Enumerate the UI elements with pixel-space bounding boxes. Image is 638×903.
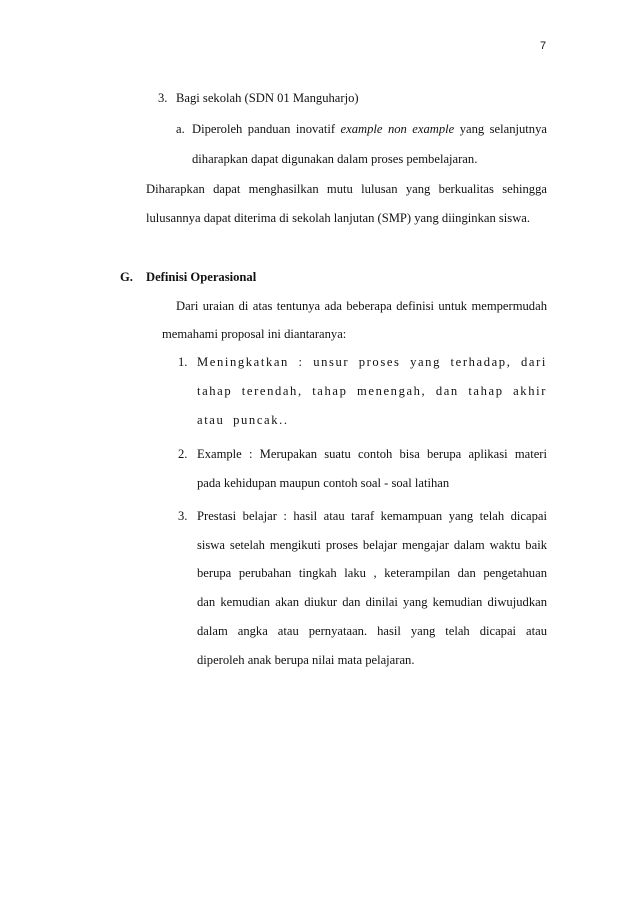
- sub-list-letter: a.: [176, 122, 185, 136]
- sub-list-post: yang selanjutnya: [459, 122, 547, 136]
- definition-line: dalam angka atau pernyataan. hasil yang telah dicapai atau: [197, 624, 547, 638]
- sub-list-continuation: diharapkan dapat digunakan dalam proses pembelajaran.: [192, 152, 478, 166]
- definition-number: 1.: [178, 355, 188, 369]
- sub-list-italic: example non example: [340, 122, 455, 136]
- definition-line: diperoleh anak berupa nilai mata pelajaran.: [197, 653, 415, 667]
- definition-line: atau puncak..: [197, 413, 289, 427]
- definition-line: siswa setelah mengikuti proses belajar mengajar dalam waktu baik: [197, 538, 547, 552]
- section-title: Definisi Operasional: [146, 270, 257, 284]
- definition-line: tahap terendah, tahap menengah, dan tahap akhir: [197, 384, 547, 398]
- intro-line: Dari uraian di atas tentunya ada beberapa definisi untuk mempermudah: [176, 299, 547, 313]
- sub-list-line: [192, 122, 547, 140]
- paragraph-line: lulusannya dapat diterima di sekolah lanjutan (SMP) yang diinginkan siswa.: [146, 211, 531, 225]
- section-letter: G.: [120, 270, 133, 284]
- definition-line: Prestasi belajar : hasil atau taraf kemampuan yang telah dicapai: [197, 509, 547, 523]
- definition-line: Example : Merupakan suatu contoh bisa berupa aplikasi materi: [197, 447, 547, 461]
- definition-line: Meningkatkan : unsur proses yang terhadap, dari: [197, 355, 547, 369]
- sub-list-pre: Diperoleh panduan inovatif: [192, 122, 336, 136]
- intro-line: memahami proposal ini diantaranya:: [162, 327, 347, 341]
- list-number: 3.: [158, 91, 168, 105]
- definition-number: 3.: [178, 509, 188, 523]
- paragraph-line: Diharapkan dapat menghasilkan mutu lulusan yang berkualitas sehingga: [146, 182, 547, 196]
- definition-line: pada kehidupan maupun contoh soal - soal latihan: [197, 476, 450, 490]
- definition-line: berupa perubahan tingkah laku , keterampilan dan pengetahuan: [197, 566, 547, 580]
- page-number: 7: [540, 40, 547, 52]
- definition-number: 2.: [178, 447, 188, 461]
- definition-line: dan kemudian akan diukur dan dinilai yang kemudian diwujudkan: [197, 595, 547, 609]
- list-item-text: Bagi sekolah (SDN 01 Manguharjo): [176, 91, 359, 105]
